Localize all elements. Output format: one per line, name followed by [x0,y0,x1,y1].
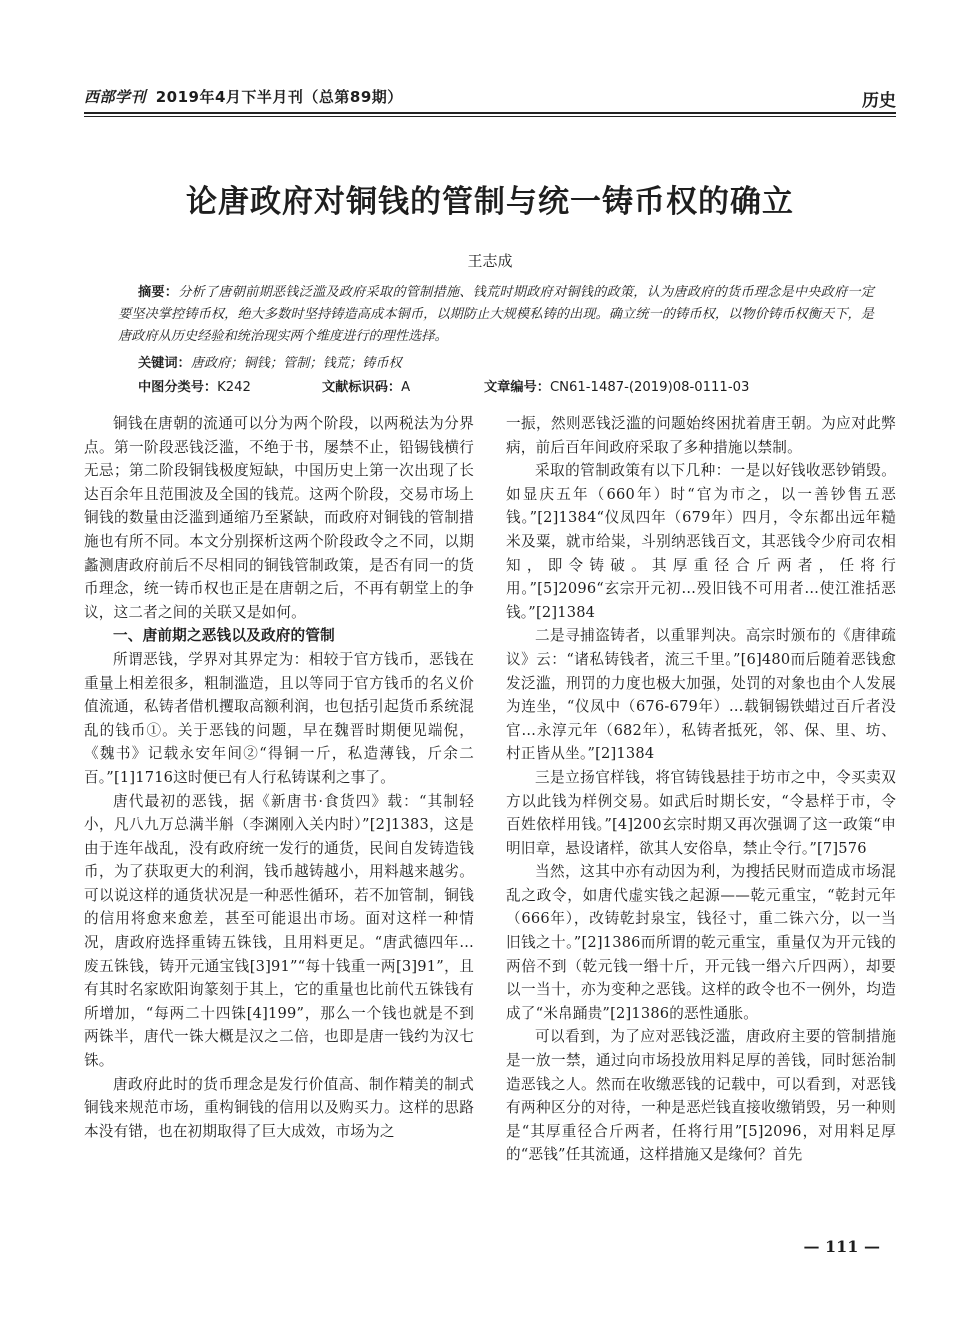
art-label: 文章编号： [484,380,550,395]
journal-logo: 西部学刊 [84,88,147,106]
clc-number [138,376,251,395]
author: 王志成 [467,252,513,270]
paragraph: 所谓恶钱，学界对其界定为：相较于官方钱币，恶钱在重量上相差很多，粗制滥造，且以等同于官方钱币的名义价值流通，私铸者借机攫取高额利润，也包括引起货币系统混乱的钱币①。关于恶钱的问题，早在魏晋时期便见端倪，《魏书》记载永安年间②“得铜一斤，私造薄钱，斤余二百。”[1]1716这时便已有人行私铸谋利之事了。 [84,650,474,786]
section-heading: 一、唐前期之恶钱以及政府的管制 [113,627,335,645]
left-column [84,412,474,1143]
paragraph: 唐代最初的恶钱，据《新唐书·食货四》载：“其制轻小，凡八九万总满半斛（李渊刚入关内时）”[2]1383，这是由于连年战乱，没有政府统一发行的通货，民间自发铸造钱币，为了获取更大的利润，钱币越铸越小，用料越来越劣。可以说这样的通货状况是一种恶性循环，若不加管制，铜钱的信用将愈来愈差，甚至可能退出市场。面对这样一种情况，唐政府选择重铸五铢钱，且用料更足。“唐武德四年…废五铢钱，铸开元通宝钱[3]91”“每十钱重一两[3]91”，且有其时名家欧阳询篆刻于其上，它的重量也比前代五铢钱有所增加，“每两二十四铢[4]199”，那么一个钱也就是不到两铢半，唐代一铢大概是汉之二倍，也即是唐一钱约为汉七铢。 [84,792,474,1070]
doc-value: A [401,380,411,395]
art-value: CN61-1487-(2019)08-0111-03 [549,380,750,395]
paragraph: 采取的管制政策有以下几种：一是以好钱收恶钞销毁。如显庆五年（660年）时“官为市之，以一善钞售五恶钱。”[2]1384“仪凤四年（679年）四月，令东都出远年糙米及粟，就市给粜，斗别纳恶钱百文，其恶钱令少府司农相知，即令铸破。其厚重径合斤两者，任将行用。”[5]2096“玄宗开元初…殁旧钱不可用者…使江淮括恶钱。”[2]1384 [506,462,896,621]
document-code [322,376,410,395]
page-number: — 111 — [803,1237,880,1256]
paragraph: 铜钱在唐朝的流通可以分为两个阶段，以两税法为分界点。第一阶段恶钱泛滥，不绝于书，屡禁不止，铅锡钱横行无忌；第二阶段铜钱极度短缺，中国历史上第一次出现了长达百余年且范围波及全国的钱荒。这两个阶段，交易市场上铜钱的数量由泛滥到通缩乃至紧缺，而政府对铜钱的管制措施也有所不同。本文分别探析这两个阶段政令之不同，以期蠡测唐政府前后不尽相同的铜钱管制政策，是否有同一的货币理念，统一铸币权也正是在唐朝之后，不再有朝堂上的争议，这二者之间的关联又是如何。 [84,415,474,621]
paragraph: 当然，这其中亦有动因为利，为搜括民财而造成市场混乱之政令，如唐代虚实钱之起源——乾元重宝，“乾封元年（666年），改铸乾封泉宝，钱径寸，重二铢六分，以一当旧钱之十。”[2]1386而所谓的乾元重宝，重量仅为开元钱的两倍不到（乾元钱一缗十斤，开元钱一缗六斤四两），却要以一当十，亦为变种之恶钱。这样的政令也不一例外，均造成了“米帛踊贵”[2]1386的恶性通胀。 [506,863,896,1022]
paragraph: 一振，然则恶钱泛滥的问题始终困扰着唐王朝。为应对此弊病，前后百年间政府采取了多种措施以禁制。 [506,415,896,456]
clc-value: K242 [217,380,251,395]
abstract-text: 分析了唐朝前期恶钱泛滥及政府采取的管制措施、钱荒时期政府对铜钱的政策，认为唐政府的货币理念是中央政府一定要坚决掌控铸币权，绝大多数时坚持铸造高成本铜币，以期防止大规模私铸的出现。确立统一的铸币权，以物价铸币权衡天下，是唐政府从历史经验和统治现实两个维度进行的理性选择。 [118,285,874,344]
issue-info: 2019年4月下半月刊（总第89期） [155,88,403,106]
keywords [138,352,402,371]
header-rule-thin [84,116,896,117]
keywords-label: 关键词： [138,356,191,371]
paragraph: 三是立扬官样钱，将官铸钱悬挂于坊市之中，令买卖双方以此钱为样例交易。如武后时期长安，“令悬样于市，令百姓依样用钱。”[4]200玄宗时期又再次强调了这一政策“申明旧章，悬设诸样，欲其人安俗阜，禁止令行。”[7]576 [506,768,896,857]
clc-label: 中图分类号： [138,380,218,395]
article-title: 论唐政府对铜钱的管制与统一铸币权的确立 [186,184,794,220]
abstract-label: 摘要： [138,285,179,300]
paragraph: 可以看到，为了应对恶钱泛滥，唐政府主要的管制措施是一放一禁，通过向市场投放用料足厚的善钱，同时惩治制造恶钱之人。然而在收缴恶钱的记载中，可以看到，对恶钱有两种区分的对待，一种是恶烂钱直接收缴销毁，另一种则是“其厚重径合斤两者，任将行用”[5]2096，对用料足厚的“恶钱”任其流通，这样措施又是缘何？首先 [506,1028,896,1164]
journal-issue [84,86,403,107]
paragraph: 二是寻捕盗铸者，以重罪判决。高宗时颁布的《唐律疏议》云：“诸私铸钱者，流三千里。”[6]480而后随着恶钱愈发泛滥，刑罚的力度也极大加强，处罚的对象也由个人发展为连坐，“仪凤中（676-679年）…载铜锡铁蜡过百斤者没官…永淳元年（682年），私铸者抵死，邻、保、里、坊、村正皆从坐。”[2]1384 [506,627,896,763]
header-rule [84,112,896,114]
paragraph: 唐政府此时的货币理念是发行价值高、制作精美的制式铜钱来规范市场，重构铜钱的信用以及购买力。这样的思路本没有错，也在初期取得了巨大成效，市场为之 [84,1075,474,1140]
doc-label: 文献标识码： [322,380,402,395]
article-number [484,376,749,395]
abstract [118,282,874,348]
keywords-text: 唐政府；铜钱；管制；钱荒；铸币权 [190,356,402,371]
section-label: 历史 [862,91,896,111]
right-column [506,412,896,1167]
